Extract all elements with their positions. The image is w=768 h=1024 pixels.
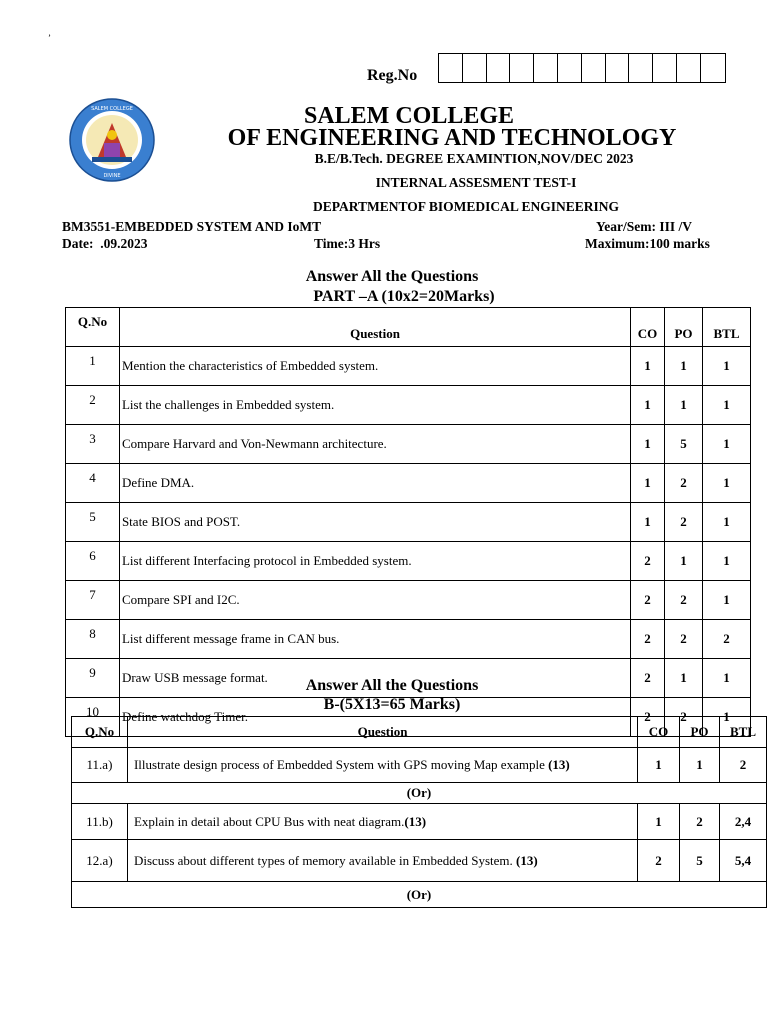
table-row xyxy=(72,840,767,882)
co-cell: 2 xyxy=(631,698,665,737)
question-cell: State BIOS and POST. xyxy=(119,503,630,542)
or-label: (Or) xyxy=(72,882,767,908)
po-cell: 2 xyxy=(680,804,720,840)
btl-cell: 1 xyxy=(703,698,751,737)
reg-no-box[interactable] xyxy=(463,54,487,82)
question-cell: Define DMA. xyxy=(119,464,630,503)
po-cell: 1 xyxy=(665,347,703,386)
reg-no-box[interactable] xyxy=(582,54,606,82)
co-cell: 2 xyxy=(631,620,665,659)
co-cell: 2 xyxy=(631,542,665,581)
qno-cell: 7 xyxy=(66,581,120,620)
qno-cell: 3 xyxy=(66,425,120,464)
question-cell: List different message frame in CAN bus. xyxy=(119,620,630,659)
btl-cell: 1 xyxy=(703,581,751,620)
test-title: INTERNAL ASSESMENT TEST-I xyxy=(375,175,577,190)
qno-cell: 2 xyxy=(66,386,120,425)
col-co: CO xyxy=(638,717,680,748)
table-row xyxy=(66,425,751,464)
qno-cell: 9 xyxy=(66,659,120,698)
col-qno: Q.No xyxy=(72,717,128,748)
qno-cell: 11.a) xyxy=(72,748,128,783)
table-row xyxy=(66,464,751,503)
part-b-subheading: B-(5X13=65 Marks) xyxy=(323,696,461,713)
po-cell: 2 xyxy=(665,581,703,620)
table-header-row xyxy=(72,717,767,748)
qno-cell: 4 xyxy=(66,464,120,503)
po-cell: 1 xyxy=(665,659,703,698)
exam-time: Time:3 Hrs xyxy=(314,236,381,251)
corner-mark: ʼ xyxy=(48,33,51,43)
part-b-heading: Answer All the Questions xyxy=(305,677,479,694)
btl-cell: 1 xyxy=(703,386,751,425)
qno-cell: 6 xyxy=(66,542,120,581)
table-header-row xyxy=(66,308,751,347)
co-cell: 1 xyxy=(631,503,665,542)
college-name-line2: OF ENGINEERING AND TECHNOLOGY xyxy=(227,125,677,151)
col-btl: BTL xyxy=(703,308,751,347)
po-cell: 1 xyxy=(680,748,720,783)
btl-cell: 1 xyxy=(703,542,751,581)
question-cell xyxy=(127,748,637,783)
po-cell: 2 xyxy=(665,503,703,542)
qno-cell: 1 xyxy=(66,347,120,386)
table-row xyxy=(66,581,751,620)
question-cell xyxy=(127,840,637,882)
btl-cell: 2,4 xyxy=(719,804,766,840)
subject-code: BM3551-EMBEDDED SYSTEM AND IoMT xyxy=(62,219,322,234)
reg-no-box[interactable] xyxy=(510,54,534,82)
col-btl: BTL xyxy=(719,717,766,748)
col-question: Question xyxy=(127,717,637,748)
po-cell: 2 xyxy=(665,464,703,503)
co-cell: 2 xyxy=(631,581,665,620)
question-cell: List the challenges in Embedded system. xyxy=(119,386,630,425)
reg-no-box[interactable] xyxy=(629,54,653,82)
or-label: (Or) xyxy=(72,783,767,804)
qno-cell: 8 xyxy=(66,620,120,659)
reg-no-boxes[interactable] xyxy=(438,53,726,83)
btl-cell: 1 xyxy=(703,503,751,542)
co-cell: 1 xyxy=(631,347,665,386)
reg-no-box[interactable] xyxy=(606,54,630,82)
co-cell: 1 xyxy=(631,464,665,503)
btl-cell: 1 xyxy=(703,464,751,503)
qno-cell: 12.a) xyxy=(72,840,128,882)
exam-title: B.E/B.Tech. DEGREE EXAMINTION,NOV/DEC 2023 xyxy=(314,151,634,166)
or-row xyxy=(72,882,767,908)
question-cell: Define watchdog Timer. xyxy=(119,698,630,737)
table-row xyxy=(66,347,751,386)
po-cell: 2 xyxy=(665,698,703,737)
col-co: CO xyxy=(631,308,665,347)
btl-cell: 5,4 xyxy=(719,840,766,882)
part-a-table xyxy=(65,307,751,737)
co-cell: 1 xyxy=(631,386,665,425)
question-cell: List different Interfacing protocol in Embedded system. xyxy=(119,542,630,581)
marks-text: (13) xyxy=(548,757,570,772)
table-row xyxy=(66,542,751,581)
col-qno: Q.No xyxy=(66,308,120,347)
co-cell: 1 xyxy=(631,425,665,464)
po-cell: 5 xyxy=(665,425,703,464)
marks-text: (13) xyxy=(516,852,538,868)
part-a-heading: Answer All the Questions xyxy=(305,268,479,285)
question-text: Illustrate design process of Embedded System with GPS moving Map example xyxy=(133,757,545,772)
po-cell: 5 xyxy=(680,840,720,882)
po-cell: 1 xyxy=(665,542,703,581)
reg-no-label: Reg.No xyxy=(367,67,418,84)
svg-text:DIVINE: DIVINE xyxy=(103,173,121,179)
svg-text:SALEM COLLEGE: SALEM COLLEGE xyxy=(91,106,133,112)
part-b-table xyxy=(71,716,767,908)
reg-no-box[interactable] xyxy=(487,54,511,82)
btl-cell: 2 xyxy=(719,748,766,783)
reg-no-box[interactable] xyxy=(534,54,558,82)
reg-no-box[interactable] xyxy=(558,54,582,82)
question-cell xyxy=(127,804,637,840)
co-cell: 1 xyxy=(638,804,680,840)
exam-date: Date: .09.2023 xyxy=(62,236,148,251)
table-row xyxy=(72,748,767,783)
question-cell: Draw USB message format. xyxy=(119,659,630,698)
btl-cell: 1 xyxy=(703,347,751,386)
table-row xyxy=(66,620,751,659)
question-cell: Compare SPI and I2C. xyxy=(119,581,630,620)
department-title: DEPARTMENTOF BIOMEDICAL ENGINEERING xyxy=(312,199,620,214)
reg-no-box[interactable] xyxy=(439,54,463,82)
year-sem: Year/Sem: III /V xyxy=(596,219,692,234)
qno-cell: 5 xyxy=(66,503,120,542)
btl-cell: 1 xyxy=(703,425,751,464)
reg-no-box[interactable] xyxy=(653,54,677,82)
reg-no-box[interactable] xyxy=(701,54,725,82)
college-name-line1: SALEM COLLEGE xyxy=(303,103,515,129)
btl-cell: 2 xyxy=(703,620,751,659)
question-cell: Mention the characteristics of Embedded system. xyxy=(119,347,630,386)
col-question: Question xyxy=(119,308,630,347)
table-row xyxy=(66,503,751,542)
qno-cell: 10 xyxy=(66,698,120,737)
qno-cell: 11.b) xyxy=(72,804,128,840)
co-cell: 2 xyxy=(638,840,680,882)
po-cell: 1 xyxy=(665,386,703,425)
po-cell: 2 xyxy=(665,620,703,659)
or-row xyxy=(72,783,767,804)
question-text: Discuss about different types of memory available in Embedded System. xyxy=(133,852,513,868)
reg-no-box[interactable] xyxy=(677,54,701,82)
table-row xyxy=(72,804,767,840)
co-cell: 1 xyxy=(638,748,680,783)
marks-text: (13) xyxy=(404,813,427,829)
max-marks: Maximum:100 marks xyxy=(585,236,710,251)
part-a-subheading: PART –A (10x2=20Marks) xyxy=(313,288,495,305)
table-row xyxy=(66,386,751,425)
question-text: Explain in detail about CPU Bus with neat diagram. xyxy=(133,813,405,829)
btl-cell: 1 xyxy=(703,659,751,698)
col-po: PO xyxy=(680,717,720,748)
question-cell: Compare Harvard and Von-Newmann architecture. xyxy=(119,425,630,464)
co-cell: 2 xyxy=(631,659,665,698)
col-po: PO xyxy=(665,308,703,347)
